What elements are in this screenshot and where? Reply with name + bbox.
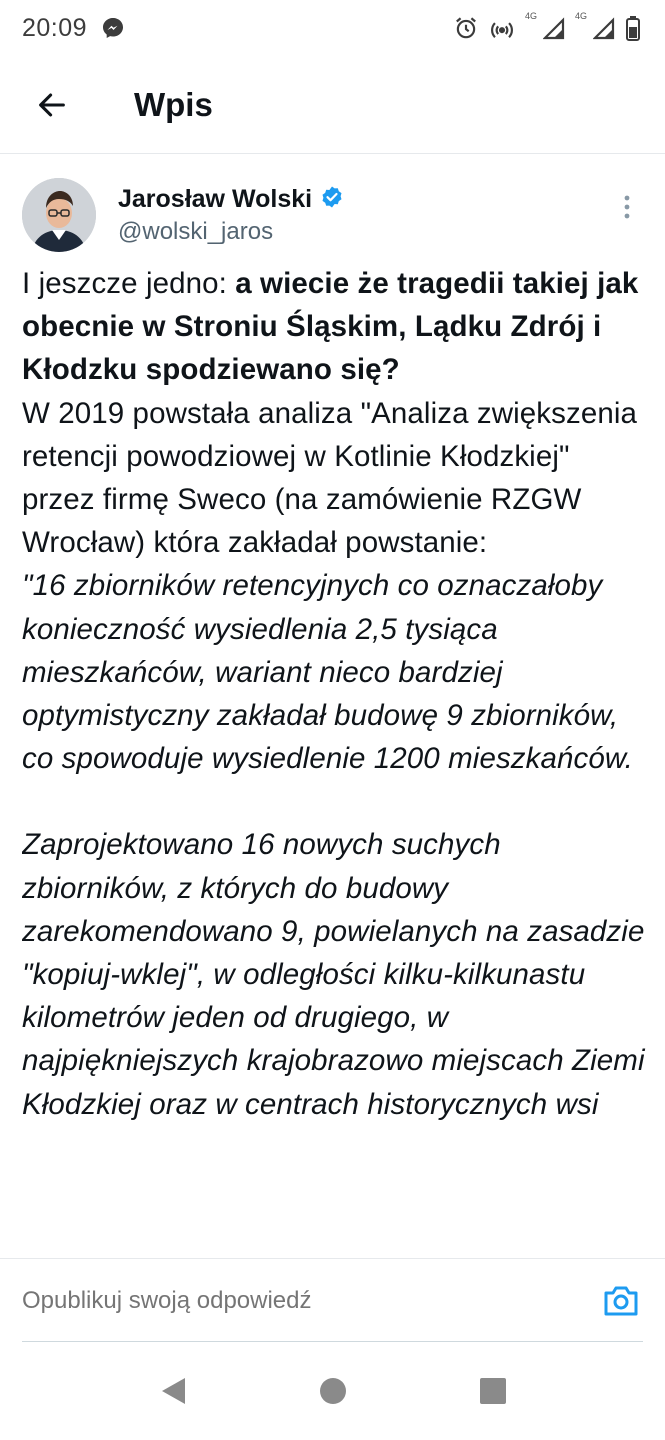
square-recents-icon (479, 1377, 507, 1405)
network-label-1: 4G (524, 11, 537, 21)
hotspot-icon (489, 15, 515, 41)
nav-back-button[interactable] (153, 1371, 193, 1411)
messenger-icon (101, 16, 125, 40)
tweet-quote-1: "16 zbiorników retencyjnych co oznaczałoby konieczność wysiedlenia 2,5 tysiąca mieszkańców, wariant nieco bardziej optymistyczny zakładał budowę 9 zbiorników, co spowoduje wysiedlenie 1200 mieszkańców. (22, 569, 633, 776)
tweet-paragraph-1: W 2019 powstała analiza "Analiza zwiększenia retencji powodziowej w Kotlinie Kłodzkiej" przez firmę Sweco (na zamówienie RZGW Wrocław) która zakładał powstanie: (22, 396, 638, 560)
triangle-back-icon (159, 1376, 187, 1406)
reply-bar (0, 1258, 665, 1342)
back-button[interactable] (22, 75, 82, 135)
avatar[interactable] (22, 178, 96, 252)
tweet-intro-bold: a wiecie że tragedii takiej jak obecnie w Stroniu Śląskim, Lądku Zdrój i Kłodzku spodziewano się? (22, 267, 639, 387)
verified-badge-icon (320, 185, 344, 214)
arrow-left-icon (35, 88, 69, 122)
nav-home-button[interactable] (313, 1371, 353, 1411)
paragraph-spacer (22, 780, 647, 823)
camera-icon (602, 1284, 640, 1318)
more-options-button[interactable] (612, 192, 642, 222)
nav-recents-button[interactable] (473, 1371, 513, 1411)
tweet-author (22, 178, 642, 252)
page-title: Wpis (134, 85, 213, 123)
more-vertical-icon (623, 194, 631, 220)
tweet-text (22, 262, 647, 1258)
alarm-icon (453, 15, 479, 41)
status-bar (0, 0, 665, 56)
status-right (453, 11, 641, 41)
signal-icon (593, 16, 615, 40)
author-name-line (118, 185, 344, 214)
tweet-intro (22, 262, 647, 392)
status-left (22, 14, 125, 43)
status-time: 20:09 (22, 13, 88, 42)
system-nav-bar (0, 1342, 665, 1440)
signal-icon (543, 16, 565, 40)
circle-home-icon (319, 1377, 347, 1405)
network-label-2: 4G (574, 11, 587, 21)
tweet-intro-normal: I jeszcze jedno: (22, 267, 236, 300)
reply-input[interactable] (22, 1287, 562, 1315)
tweet-quote-2: Zaprojektowano 16 nowych suchych zbiorników, z których do budowy zarekomendowano 9, powielanych na zasadzie "kopiuj-wklej", w odległości kilku-kilkunastu kilometrów jeden od drugiego, w najpiękniejszych krajobrazowo miejscach Ziemi Kłodzkiej oraz w centrach historycznych wsi (22, 828, 645, 1121)
app-header (0, 56, 665, 154)
author-name[interactable]: Jarosław Wolski (118, 184, 313, 213)
author-meta (118, 185, 344, 246)
battery-icon (625, 15, 641, 41)
author-handle[interactable]: @wolski_jaros (118, 217, 274, 245)
camera-button[interactable] (601, 1281, 641, 1321)
